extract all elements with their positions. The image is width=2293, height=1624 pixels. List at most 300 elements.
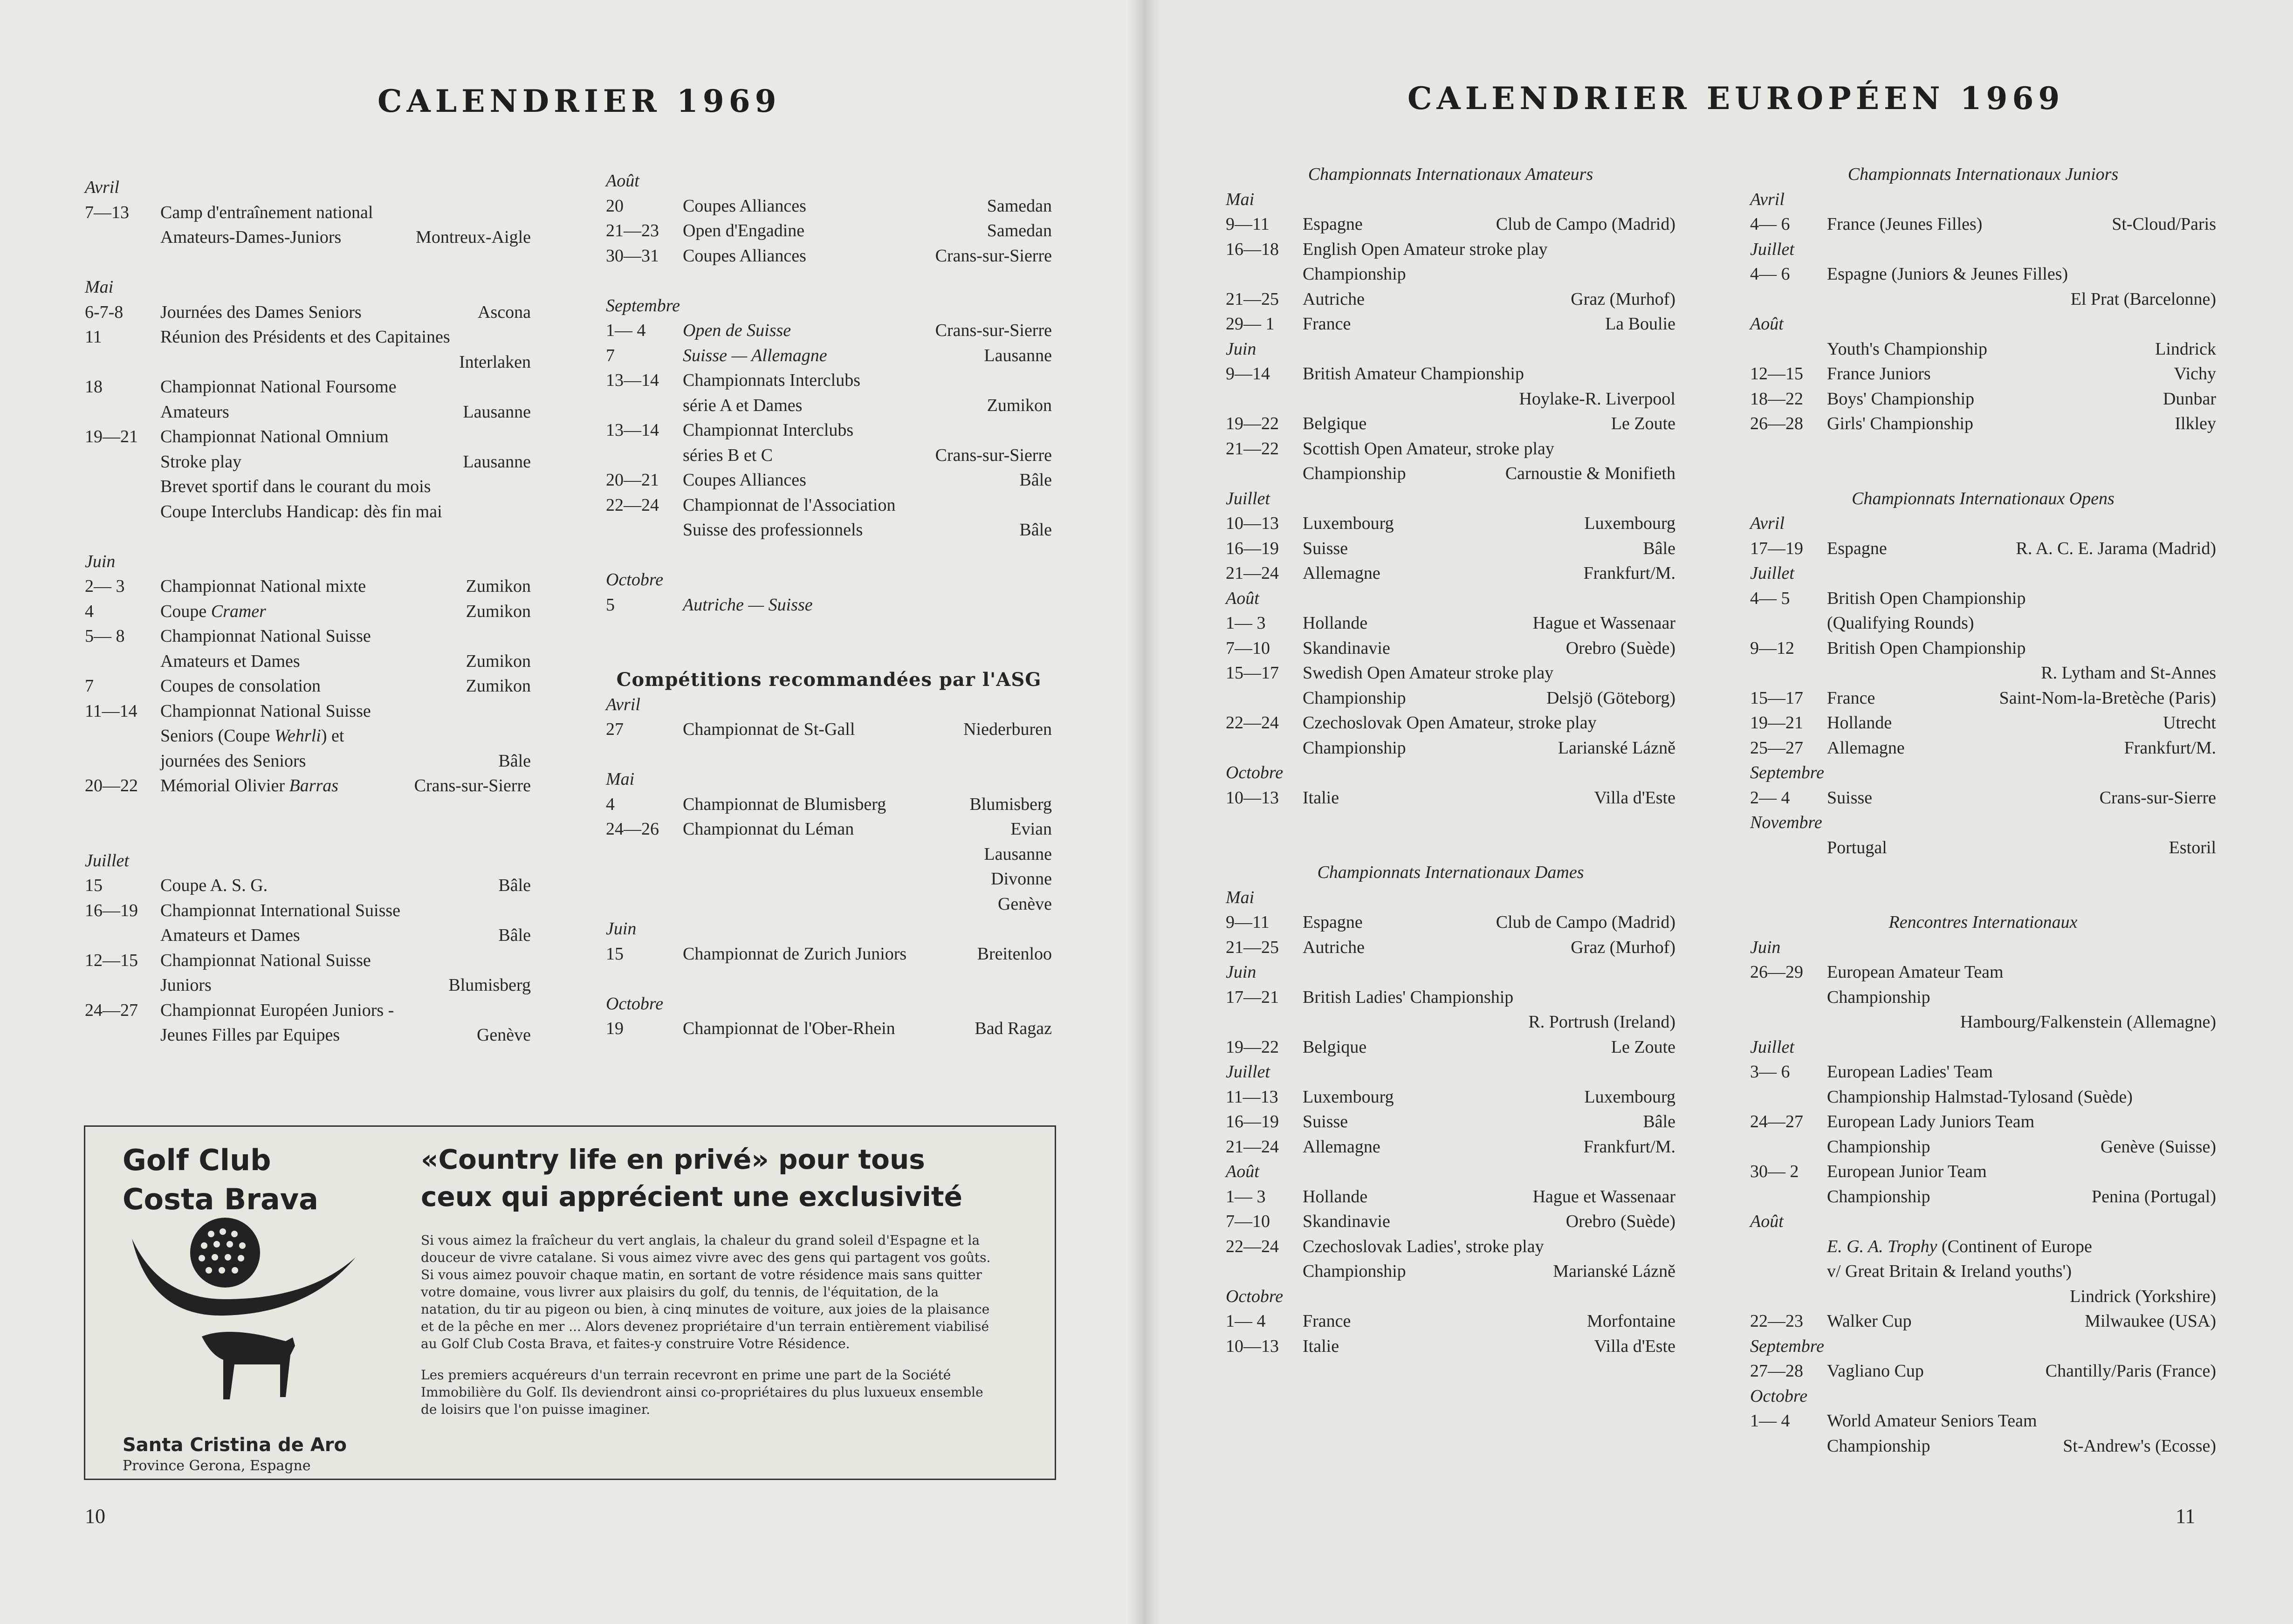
event-date: 7—13 bbox=[85, 202, 129, 222]
event-date: 27 bbox=[606, 719, 624, 739]
month-heading: Juillet bbox=[1226, 488, 1270, 508]
calendar-row bbox=[85, 425, 531, 450]
event-place: Le Zoute bbox=[1611, 414, 1675, 433]
month-heading: Avril bbox=[1750, 514, 1785, 533]
month-heading: Mai bbox=[85, 277, 114, 297]
event-text-italic: Barras bbox=[289, 776, 339, 795]
calendar-row bbox=[85, 973, 531, 998]
event-place: Ilkley bbox=[2175, 414, 2216, 433]
event-text: Camp d'entraînement national bbox=[160, 202, 373, 222]
calendar-row bbox=[1226, 711, 1675, 736]
month-heading: Octobre bbox=[1226, 1286, 1284, 1306]
event-date: 11—13 bbox=[1226, 1087, 1278, 1107]
event-name bbox=[683, 593, 813, 618]
event-name bbox=[160, 898, 400, 924]
event-date: 16—19 bbox=[1226, 1112, 1279, 1131]
event-text: Skandinavie bbox=[1303, 1212, 1390, 1231]
calendar-row bbox=[85, 200, 531, 226]
event-text: Championnat du Léman bbox=[683, 819, 854, 839]
event-name bbox=[1303, 536, 1348, 562]
event-date: 15—17 bbox=[1226, 663, 1279, 683]
event-name bbox=[160, 300, 362, 325]
calendar-row bbox=[85, 450, 531, 475]
event-text: Championship Halmstad-Tylosand (Suède) bbox=[1827, 1087, 2133, 1107]
event-name bbox=[683, 318, 791, 343]
event-name bbox=[1303, 237, 1548, 262]
event-place: Bâle bbox=[1643, 538, 1675, 558]
event-name bbox=[1303, 1035, 1366, 1060]
event-text: Championship bbox=[1827, 1137, 1930, 1157]
event-text-italic: Cramer bbox=[211, 601, 266, 621]
event-date: 29— 1 bbox=[1226, 314, 1275, 334]
event-place: Lausanne bbox=[984, 345, 1052, 365]
event-place: Genève bbox=[997, 894, 1052, 914]
event-date: 6-7-8 bbox=[85, 302, 124, 322]
calendar-row bbox=[1750, 1060, 2216, 1085]
month-heading: Juillet bbox=[1750, 1037, 1794, 1057]
calendar-row bbox=[1226, 362, 1675, 387]
event-name bbox=[1827, 611, 1974, 636]
event-text: Championnat de St-Gall bbox=[683, 719, 855, 739]
event-name bbox=[1303, 411, 1366, 437]
event-name bbox=[160, 699, 371, 724]
event-name bbox=[1303, 287, 1365, 312]
event-name bbox=[683, 1016, 895, 1042]
event-date: 4— 6 bbox=[1750, 264, 1790, 284]
event-name bbox=[1303, 1259, 1406, 1284]
calendar-row bbox=[606, 343, 1052, 369]
event-name bbox=[683, 443, 773, 468]
event-name bbox=[683, 518, 863, 543]
calendar-row bbox=[1226, 1135, 1675, 1160]
event-text: Amateurs-Dames-Juniors bbox=[160, 227, 342, 247]
event-name bbox=[1303, 262, 1406, 287]
event-place: Lindrick (Yorkshire) bbox=[2070, 1286, 2216, 1306]
event-name bbox=[1827, 536, 1887, 562]
event-place: Dunbar bbox=[2163, 389, 2216, 409]
month-heading: Août bbox=[606, 171, 639, 191]
event-place: Lausanne bbox=[984, 844, 1052, 864]
event-name bbox=[683, 792, 886, 817]
event-date: 21—24 bbox=[1226, 1137, 1279, 1157]
event-text: Italie bbox=[1303, 1336, 1339, 1356]
calendar-row bbox=[606, 219, 1052, 244]
event-text: Championship bbox=[1303, 264, 1406, 284]
event-date: 10—13 bbox=[1226, 788, 1279, 808]
event-date: 21—23 bbox=[606, 221, 659, 240]
event-text: Amateurs et Dames bbox=[160, 925, 300, 945]
event-place: Carnoustie & Monifieth bbox=[1505, 464, 1675, 483]
event-name bbox=[683, 817, 854, 842]
calendar-row bbox=[1226, 1259, 1675, 1284]
event-text: Coupes Alliances bbox=[683, 196, 806, 216]
event-text: Seniors (Coupe bbox=[160, 726, 275, 746]
calendar-row bbox=[1226, 287, 1675, 312]
month-heading: Septembre bbox=[1750, 763, 1824, 782]
calendar-row bbox=[1226, 1234, 1675, 1260]
month-heading: Août bbox=[1226, 588, 1259, 608]
event-date: 4— 5 bbox=[1750, 588, 1790, 608]
event-place: Graz (Murhof) bbox=[1571, 937, 1675, 957]
calendar-row bbox=[1226, 387, 1675, 412]
event-place: Milwaukee (USA) bbox=[2085, 1311, 2216, 1331]
event-place: Genève bbox=[476, 1025, 531, 1045]
event-date: 19—21 bbox=[85, 427, 138, 446]
event-date: 24—27 bbox=[1750, 1112, 1803, 1131]
ad-headline bbox=[421, 1141, 962, 1215]
event-text: Scottish Open Amateur, stroke play bbox=[1303, 439, 1554, 459]
event-name bbox=[160, 425, 389, 450]
event-name bbox=[1827, 786, 1872, 811]
event-name bbox=[160, 200, 373, 226]
event-place: Zumikon bbox=[466, 601, 531, 621]
event-place: R. A. C. E. Jarama (Madrid) bbox=[2016, 538, 2216, 558]
event-date: 4— 6 bbox=[1750, 214, 1790, 234]
event-name bbox=[1827, 686, 1875, 711]
event-date: 17—21 bbox=[1226, 987, 1279, 1007]
event-name bbox=[1303, 736, 1406, 761]
event-text: Espagne (Juniors & Jeunes Filles) bbox=[1827, 264, 2068, 284]
event-text: Boys' Championship bbox=[1827, 389, 1975, 409]
calendar-row bbox=[85, 400, 531, 425]
event-name bbox=[683, 368, 860, 393]
event-name bbox=[1827, 1434, 1930, 1459]
event-place: Club de Campo (Madrid) bbox=[1496, 912, 1675, 932]
month-heading: Octobre bbox=[606, 570, 664, 589]
event-name bbox=[1303, 686, 1406, 711]
month-heading: Juin bbox=[85, 551, 116, 571]
event-place: Villa d'Este bbox=[1594, 1336, 1675, 1356]
event-name bbox=[683, 244, 806, 269]
event-text: Allemagne bbox=[1827, 738, 1905, 758]
event-text: Championship bbox=[1303, 1261, 1406, 1281]
event-place: Ascona bbox=[478, 302, 531, 322]
event-name bbox=[160, 574, 366, 599]
event-text: Walker Cup bbox=[1827, 1311, 1912, 1331]
event-place: Zumikon bbox=[466, 676, 531, 696]
event-text: France bbox=[1303, 314, 1351, 334]
event-name bbox=[1303, 437, 1554, 462]
event-date: 21—25 bbox=[1226, 289, 1279, 309]
month-heading: Juin bbox=[1226, 339, 1256, 359]
event-date: 7—10 bbox=[1226, 638, 1270, 658]
event-name bbox=[683, 468, 806, 493]
event-date: 21—22 bbox=[1226, 439, 1279, 459]
event-text-italic: Wehrli bbox=[274, 726, 321, 746]
calendar-row bbox=[1750, 985, 2216, 1010]
section-heading: Compétitions recommandées par l'ASG bbox=[616, 669, 1042, 691]
calendar-row bbox=[85, 574, 531, 599]
event-place: Hague et Wassenaar bbox=[1532, 613, 1675, 633]
event-place: Bad Ragaz bbox=[975, 1019, 1052, 1038]
event-date: 19—21 bbox=[1750, 713, 1803, 733]
event-text: World Amateur Seniors Team bbox=[1827, 1411, 2037, 1431]
event-place: St-Andrew's (Ecosse) bbox=[2063, 1436, 2216, 1456]
event-name bbox=[1303, 636, 1390, 661]
event-text: (Continent of Europe bbox=[1937, 1236, 2092, 1256]
event-date: 25—27 bbox=[1750, 738, 1803, 758]
event-place: La Boulie bbox=[1605, 314, 1675, 334]
month-heading: Juin bbox=[606, 919, 637, 939]
event-date: 22—24 bbox=[1226, 1236, 1279, 1256]
event-text: Championnat International Suisse bbox=[160, 900, 401, 920]
event-text-italic: E. G. A. Trophy bbox=[1827, 1236, 1937, 1256]
event-place: Bâle bbox=[1019, 470, 1052, 490]
calendar-row bbox=[1226, 536, 1675, 562]
event-text: France (Jeunes Filles) bbox=[1827, 214, 1983, 234]
ad-province: Province Gerona, Espagne bbox=[123, 1458, 311, 1474]
event-place: Bâle bbox=[1643, 1112, 1675, 1131]
event-text: Championship bbox=[1827, 1436, 1930, 1456]
event-text: Championnat National Suisse bbox=[160, 626, 371, 646]
event-name bbox=[1827, 1359, 1924, 1384]
golf-club-logo-icon bbox=[132, 1215, 365, 1430]
event-place: Bâle bbox=[498, 751, 531, 771]
event-name bbox=[1303, 561, 1380, 586]
event-name bbox=[1303, 1185, 1367, 1210]
event-date: 20 bbox=[606, 196, 624, 216]
event-place: Morfontaine bbox=[1587, 1311, 1675, 1331]
event-place: Lindrick bbox=[2155, 339, 2216, 359]
event-place: Villa d'Este bbox=[1594, 788, 1675, 808]
event-text: Championnat de l'Association bbox=[683, 495, 896, 515]
month-heading: Avril bbox=[85, 178, 119, 197]
event-text: Brevet sportif dans le courant du mois bbox=[160, 477, 431, 496]
event-place: Zumikon bbox=[466, 576, 531, 596]
calendar-column-right bbox=[1750, 162, 2216, 1459]
event-text: Coupes de consolation bbox=[160, 676, 321, 696]
event-date: 9—11 bbox=[1226, 912, 1270, 932]
event-date: 24—26 bbox=[606, 819, 659, 839]
event-name bbox=[1827, 362, 1931, 387]
event-date: 21—25 bbox=[1226, 937, 1279, 957]
event-text: Coupes Alliances bbox=[683, 246, 806, 266]
event-text: Luxembourg bbox=[1303, 514, 1394, 533]
event-name bbox=[1827, 1185, 1930, 1210]
month-heading: Mai bbox=[1226, 887, 1255, 907]
event-date: 18—22 bbox=[1750, 389, 1803, 409]
event-place: Montreux-Aigle bbox=[416, 227, 531, 247]
event-name bbox=[1827, 711, 1892, 736]
event-name bbox=[1303, 1234, 1544, 1260]
calendar-row bbox=[606, 244, 1052, 269]
event-name bbox=[1827, 387, 1974, 412]
event-name bbox=[160, 973, 212, 998]
event-name bbox=[160, 599, 266, 624]
event-place: Hague et Wassenaar bbox=[1532, 1186, 1675, 1206]
ad-club-name bbox=[123, 1141, 318, 1219]
section-heading: Championnats Internationaux Amateurs bbox=[1308, 164, 1593, 184]
calendar-row bbox=[1226, 1334, 1675, 1359]
event-text-italic: Suisse — Allemagne bbox=[683, 345, 827, 365]
event-date: 3— 6 bbox=[1750, 1062, 1790, 1082]
event-text: Championnat de Zurich Juniors bbox=[683, 944, 907, 964]
calendar-row bbox=[1226, 411, 1675, 437]
calendar-column-left bbox=[85, 175, 531, 1048]
calendar-row bbox=[1226, 511, 1675, 536]
calendar-row bbox=[1750, 262, 2216, 287]
event-place: Bâle bbox=[498, 876, 531, 895]
event-text: Youth's Championship bbox=[1827, 339, 1988, 359]
event-text: Championnat National Omnium bbox=[160, 427, 389, 446]
event-date: 15 bbox=[606, 944, 624, 964]
calendar-row bbox=[1226, 661, 1675, 686]
event-date: 27—28 bbox=[1750, 1361, 1803, 1381]
event-name bbox=[1827, 1060, 1993, 1085]
month-heading: Octobre bbox=[1226, 763, 1284, 782]
event-text: Espagne bbox=[1827, 538, 1887, 558]
event-date: 7—10 bbox=[1226, 1212, 1270, 1231]
event-text: Belgique bbox=[1303, 414, 1367, 433]
calendar-row bbox=[1226, 910, 1675, 935]
event-text: Suisse bbox=[1303, 1112, 1348, 1131]
event-date: 13—14 bbox=[606, 370, 659, 390]
event-place: Crans-sur-Sierre bbox=[2099, 788, 2216, 808]
page-number: 10 bbox=[85, 1505, 105, 1528]
calendar-row bbox=[85, 873, 531, 898]
event-date: 7 bbox=[85, 676, 94, 696]
event-text: Stroke play bbox=[160, 452, 242, 472]
event-place: El Prat (Barcelonne) bbox=[2070, 289, 2216, 309]
event-text: série A et Dames bbox=[683, 395, 803, 415]
event-name bbox=[160, 724, 344, 749]
event-name bbox=[1827, 1259, 2072, 1284]
event-text: Italie bbox=[1303, 788, 1339, 808]
event-name bbox=[1827, 736, 1905, 761]
event-name bbox=[1303, 985, 1513, 1010]
calendar-row bbox=[1226, 636, 1675, 661]
calendar-row bbox=[1750, 1259, 2216, 1284]
event-name bbox=[1303, 1085, 1394, 1110]
event-name bbox=[1827, 1234, 2092, 1260]
event-text: Allemagne bbox=[1303, 563, 1380, 583]
month-heading: Mai bbox=[1226, 189, 1255, 209]
event-name bbox=[1303, 1309, 1351, 1334]
event-date: 19 bbox=[606, 1019, 624, 1038]
month-heading: Juin bbox=[1750, 937, 1781, 957]
event-place: Bâle bbox=[1019, 520, 1052, 540]
calendar-row bbox=[1226, 1185, 1675, 1210]
event-name bbox=[1827, 836, 1887, 861]
event-name bbox=[683, 717, 855, 742]
event-name bbox=[160, 998, 394, 1023]
calendar-row bbox=[1750, 362, 2216, 387]
event-text-italic: Open de Suisse bbox=[683, 321, 791, 340]
calendar-row bbox=[85, 225, 531, 250]
calendar-row bbox=[1750, 1110, 2216, 1135]
event-place: Marianské Lázně bbox=[1553, 1261, 1675, 1281]
event-name bbox=[160, 375, 397, 400]
calendar-row bbox=[1226, 686, 1675, 711]
event-name bbox=[160, 774, 338, 799]
calendar-row bbox=[85, 923, 531, 948]
calendar-row bbox=[85, 474, 531, 500]
event-name bbox=[683, 942, 906, 967]
event-name bbox=[1827, 411, 1973, 437]
event-place: Delsjö (Göteborg) bbox=[1546, 688, 1675, 708]
month-heading: Septembre bbox=[1750, 1336, 1824, 1356]
event-name bbox=[1303, 1135, 1380, 1160]
event-place: Zumikon bbox=[987, 395, 1052, 415]
event-date: 10—13 bbox=[1226, 1336, 1279, 1356]
calendar-row bbox=[85, 699, 531, 724]
calendar-row bbox=[1750, 411, 2216, 437]
event-name bbox=[160, 873, 268, 898]
event-place: Hambourg/Falkenstein (Allemagne) bbox=[1960, 1012, 2216, 1032]
event-text: British Amateur Championship bbox=[1303, 364, 1524, 384]
event-name bbox=[1303, 212, 1363, 237]
event-place: Lausanne bbox=[463, 452, 531, 472]
event-text: British Open Championship bbox=[1827, 638, 2026, 658]
calendar-row bbox=[85, 749, 531, 774]
event-name bbox=[160, 649, 300, 674]
event-name bbox=[1827, 586, 2025, 611]
event-place: Crans-sur-Sierre bbox=[414, 776, 531, 795]
event-text: Championship bbox=[1303, 688, 1406, 708]
event-name bbox=[1827, 212, 1982, 237]
event-place: Niederburen bbox=[963, 719, 1052, 739]
section-heading: Championnats Internationaux Juniors bbox=[1847, 164, 2119, 184]
event-date: 4 bbox=[606, 794, 615, 814]
event-name bbox=[160, 500, 442, 525]
right-page bbox=[1142, 0, 2293, 1624]
event-name bbox=[1303, 1334, 1339, 1359]
calendar-row bbox=[1750, 686, 2216, 711]
event-name bbox=[1303, 935, 1365, 960]
event-date: 9—14 bbox=[1226, 364, 1270, 384]
calendar-row bbox=[606, 368, 1052, 393]
calendar-row bbox=[606, 942, 1052, 967]
event-text: Espagne bbox=[1303, 912, 1363, 932]
event-name bbox=[160, 923, 300, 948]
event-date: 22—24 bbox=[1226, 713, 1279, 733]
event-text: Autriche bbox=[1303, 937, 1365, 957]
event-name bbox=[683, 393, 802, 418]
event-name bbox=[1303, 1110, 1348, 1135]
event-name bbox=[160, 749, 306, 774]
calendar-row bbox=[85, 674, 531, 699]
event-text: Coupe A. S. G. bbox=[160, 876, 268, 895]
event-text: France Juniors bbox=[1827, 364, 1931, 384]
event-text: Mémorial Olivier bbox=[160, 776, 289, 795]
ad-paragraph: Les premiers acquéreurs d'un terrain recevront en prime une part de la Société Immobilière du Golf. Ils deviendront ainsi co-propriétaires du plus luxueux ensemble de loisirs que l'on puisse imaginer. bbox=[421, 1367, 983, 1417]
event-text: Luxembourg bbox=[1303, 1087, 1394, 1107]
event-text: Amateurs et Dames bbox=[160, 651, 300, 671]
event-place: Interlaken bbox=[459, 352, 531, 372]
event-date: 9—12 bbox=[1750, 638, 1794, 658]
calendar-column-right bbox=[606, 169, 1052, 1042]
calendar-row bbox=[1226, 262, 1675, 287]
event-text: Belgique bbox=[1303, 1037, 1367, 1057]
event-date: 15 bbox=[85, 876, 103, 895]
event-name bbox=[1303, 511, 1394, 536]
event-name bbox=[1827, 960, 2004, 985]
event-text: ) et bbox=[321, 726, 344, 746]
calendar-row bbox=[606, 867, 1052, 892]
event-place: Crans-sur-Sierre bbox=[935, 445, 1052, 465]
month-heading: Juillet bbox=[1226, 1062, 1270, 1082]
calendar-row bbox=[1750, 960, 2216, 985]
calendar-row bbox=[606, 1016, 1052, 1042]
event-name bbox=[1303, 786, 1339, 811]
event-name bbox=[1827, 985, 1930, 1010]
advertisement bbox=[84, 1125, 1056, 1480]
month-heading: Avril bbox=[606, 694, 640, 714]
event-text: Czechoslovak Ladies', stroke play bbox=[1303, 1236, 1544, 1256]
event-text: Espagne bbox=[1303, 214, 1363, 234]
page-number: 11 bbox=[2176, 1505, 2196, 1528]
calendar-row bbox=[85, 774, 531, 799]
